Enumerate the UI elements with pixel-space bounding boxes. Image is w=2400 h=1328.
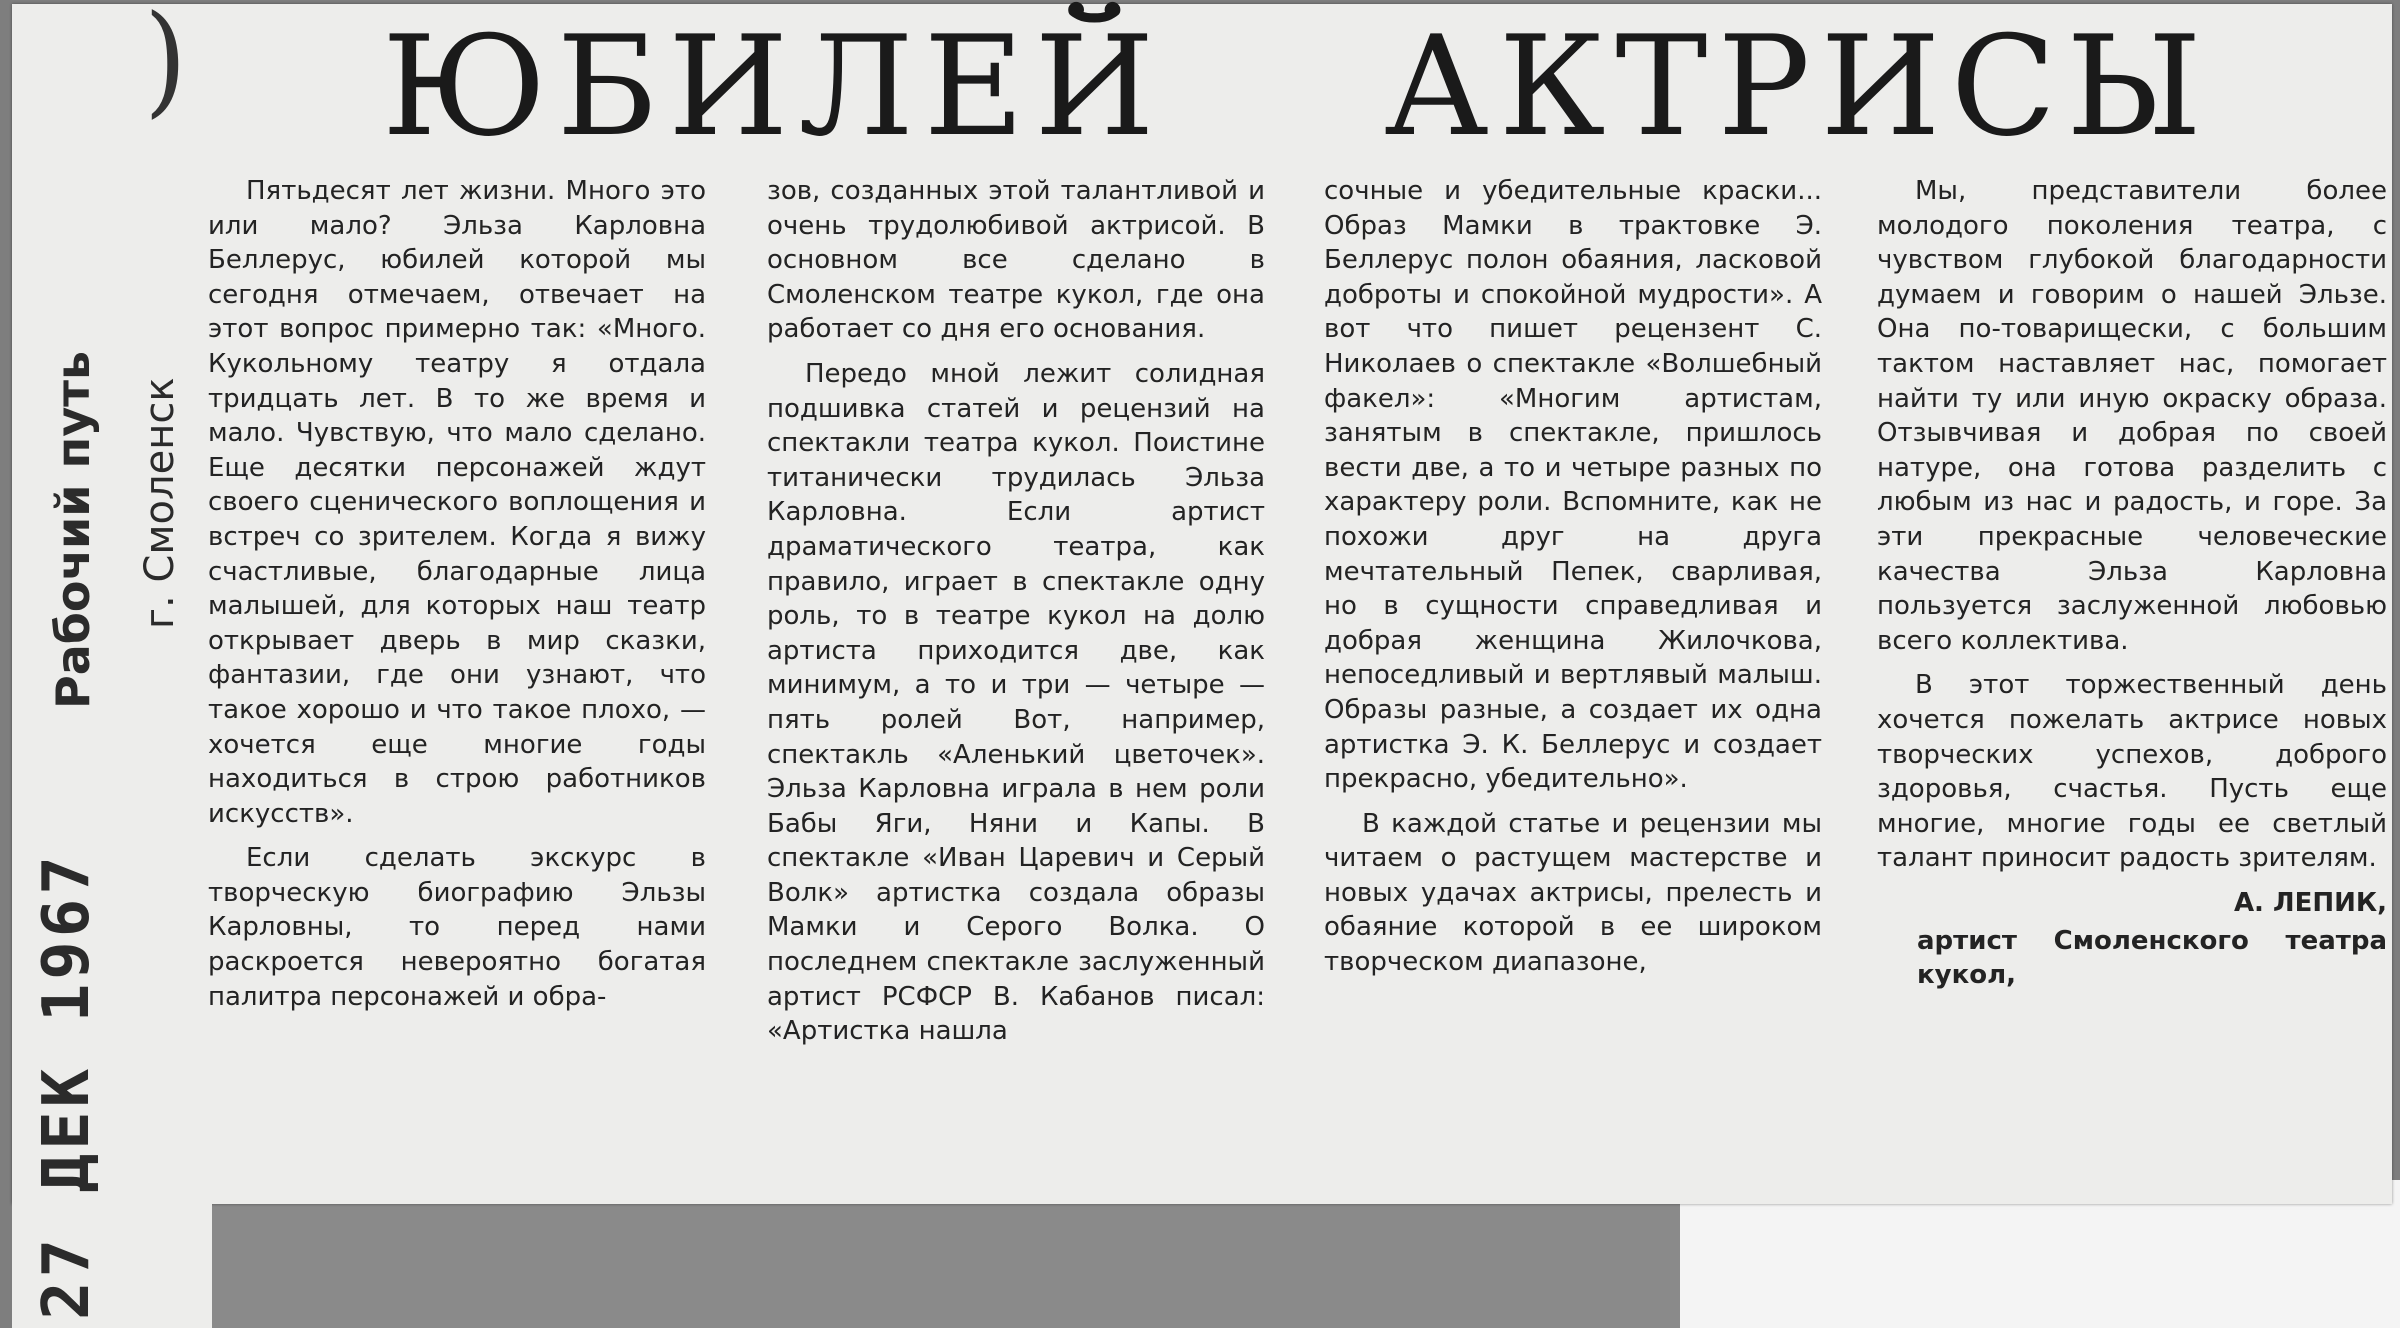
paragraph: Мы, представители более молодого поколения театра, с чувством глубокой благодарности думаем и говорим о нашей Эльзе. Она по-товарищески, с большим тактом наставляет нас, помогает найти ту или иную окраску образа. Отзывчивая и добрая по своей натуре, она готова разделить с любым из нас и радость, и горе. За эти прекрасные человеческие качества Эльза Карловна пользуется заслуженной любовью всего коллектива.: [1877, 176, 2387, 656]
author-role: артист Смоленского театра кукол,: [1917, 926, 2387, 991]
pencil-mark: ): [144, 0, 187, 130]
article-column-1: [208, 174, 706, 1024]
article-column-2: [767, 174, 1265, 1059]
newspaper-name-stamp: Рабочий путь: [46, 350, 100, 709]
city-stamp: г. Смоленск: [137, 377, 183, 629]
paragraph: Пятьдесят лет жизни. Много это или мало? Эльза Карловна Беллерус, юбилей которой мы сегодня отмечаем, отвечает на этот вопрос примерно так: «Много. Кукольному театру я отдала тридцать лет. В то же время и мало. Чувствую, что мало сделано. Еще десятки персонажей ждут своего сценического воплощения и встреч со зрителем. Когда я вижу счастливые, благодарные лица малышей, для которых наш театр открывает дверь в мир сказки, фантазии, где они узнают, что такое хорошо и что такое плохо, — хочется еще многие годы находиться в строю работников искусств».: [208, 176, 706, 829]
paragraph: В этот торжественный день хочется пожелать актрисе новых творческих успехов, доброго здоровья, счастья. Пусть еще многие, многие годы ее светлый талант приносит радость зрителям.: [1877, 670, 2387, 874]
date-stamp: 27 ДЕК 1967: [30, 852, 104, 1320]
headline: ЮБИЛЕЙ АКТРИСЫ: [382, 6, 2212, 167]
author-signature: А. ЛЕПИК,: [2233, 887, 2387, 918]
paragraph: зов, созданных этой талантливой и очень трудолюбивой актрисой. В основном все сделано в Смоленском театре кукол, где она работает со дня его основания.: [767, 176, 1265, 345]
newspaper-clipping: [12, 0, 2392, 1204]
article-column-3: [1324, 174, 1822, 990]
article-column-4: [1877, 174, 2387, 992]
paragraph: сочные и убедительные краски... Образ Мамки в трактовке Э. Беллерус полон обаяния, ласковой доброты и спокойной мудрости». А вот что пишет рецензент С. Николаев о спектакле «Волшебный факел»: «Многим артистам, занятым в спектакле, пришлось вести две, а то и четыре разных по характеру роли. Вспомните, как не похожи друг на друга мечтательный Пепек, сварливая, но в сущности справедливая и добрая женщина Жилочкова, непоседливый и вертлявый малыш. Образы разные, а создает их одна артистка Э. К. Беллерус и создает прекрасно, убедительно».: [1324, 176, 1822, 795]
paragraph: Передо мной лежит солидная подшивка статей и рецензий на спектакли театра кукол. Поистине титанически трудилась Эльза Карловна. Если артист драматического театра, как правило, играет в спектакле одну роль, то в театре кукол на долю артиста приходится две, как минимум, а то и три — четыре — пять ролей Вот, например, спектакль «Аленький цветочек». Эльза Карловна играла в нем роли Бабы Яги, Няни и Капы. В спектакле «Иван Царевич и Серый Волк» артистка создала образы Мамки и Серого Волка. О последнем спектакле заслуженный артист РСФСР В. Кабанов писал: «Артистка нашла: [767, 358, 1265, 1047]
paragraph: В каждой статье и рецензии мы читаем о растущем мастерстве и новых удачах актрисы, прелесть и обаяние которой в ее широком творческом диапазоне,: [1324, 808, 1822, 978]
paragraph: Если сделать экскурс в творческую биографию Эльзы Карловны, то перед нами раскроется невероятно богатая палитра персонажей и обра-: [208, 843, 706, 1012]
